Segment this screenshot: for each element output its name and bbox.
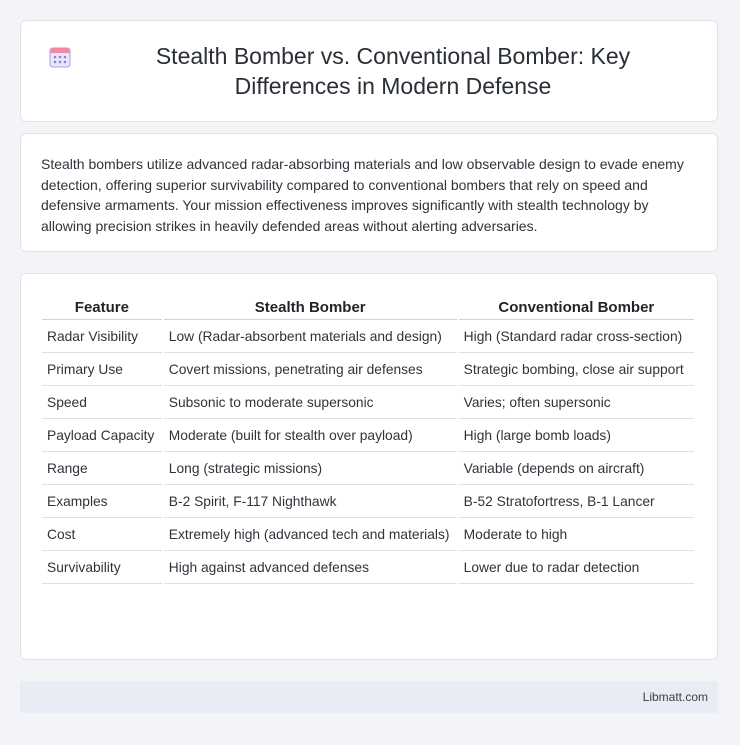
feature-cell: Payload Capacity [42, 421, 162, 452]
page-title: Stealth Bomber vs. Conventional Bomber: Key Differences in Modern Defense [155, 43, 631, 99]
feature-cell: Speed [42, 388, 162, 419]
footer [20, 681, 718, 713]
intro-card [20, 133, 718, 252]
feature-cell: Survivability [42, 553, 162, 584]
table-row [42, 355, 694, 386]
feature-cell: Primary Use [42, 355, 162, 386]
table-header-row [42, 296, 694, 320]
stealth-cell: Moderate (built for stealth over payload) [164, 421, 457, 452]
table-row [42, 520, 694, 551]
stealth-cell: Long (strategic missions) [164, 454, 457, 485]
feature-cell: Examples [42, 487, 162, 518]
header-feature: Feature [42, 296, 162, 320]
feature-cell: Cost [42, 520, 162, 551]
comparison-card [20, 273, 718, 660]
table-row [42, 322, 694, 353]
table-row [42, 553, 694, 584]
conventional-cell: Moderate to high [459, 520, 694, 551]
title-wrap [49, 41, 689, 101]
header-stealth-bomber: Stealth Bomber [164, 296, 457, 320]
calendar-icon [49, 46, 71, 68]
conventional-cell: High (large bomb loads) [459, 421, 694, 452]
conventional-cell: B-52 Stratofortress, B-1 Lancer [459, 487, 694, 518]
header-conventional-bomber: Conventional Bomber [459, 296, 694, 320]
comparison-table [40, 294, 696, 586]
conventional-cell: Varies; often supersonic [459, 388, 694, 419]
conventional-cell: Strategic bombing, close air support [459, 355, 694, 386]
table-row [42, 421, 694, 452]
title-card [20, 20, 718, 122]
intro-paragraph: Stealth bombers utilize advanced radar-absorbing materials and low observable design to evade enemy detection, offering superior survivability compared to conventional bombers that rely on speed and defensive armaments. Your mission effectiveness improves significantly with stealth technology by allowing precision strikes in heavily defended areas without alerting adversaries. [41, 156, 684, 234]
stealth-cell: Covert missions, penetrating air defenses [164, 355, 457, 386]
feature-cell: Range [42, 454, 162, 485]
table-row [42, 454, 694, 485]
stealth-cell: High against advanced defenses [164, 553, 457, 584]
conventional-cell: Lower due to radar detection [459, 553, 694, 584]
stealth-cell: B-2 Spirit, F-117 Nighthawk [164, 487, 457, 518]
stealth-cell: Low (Radar-absorbent materials and design) [164, 322, 457, 353]
table-row [42, 388, 694, 419]
table-row [42, 487, 694, 518]
stealth-cell: Extremely high (advanced tech and materials) [164, 520, 457, 551]
feature-cell: Radar Visibility [42, 322, 162, 353]
footer-brand[interactable]: Libmatt.com [642, 690, 708, 704]
stealth-cell: Subsonic to moderate supersonic [164, 388, 457, 419]
conventional-cell: High (Standard radar cross-section) [459, 322, 694, 353]
conventional-cell: Variable (depends on aircraft) [459, 454, 694, 485]
